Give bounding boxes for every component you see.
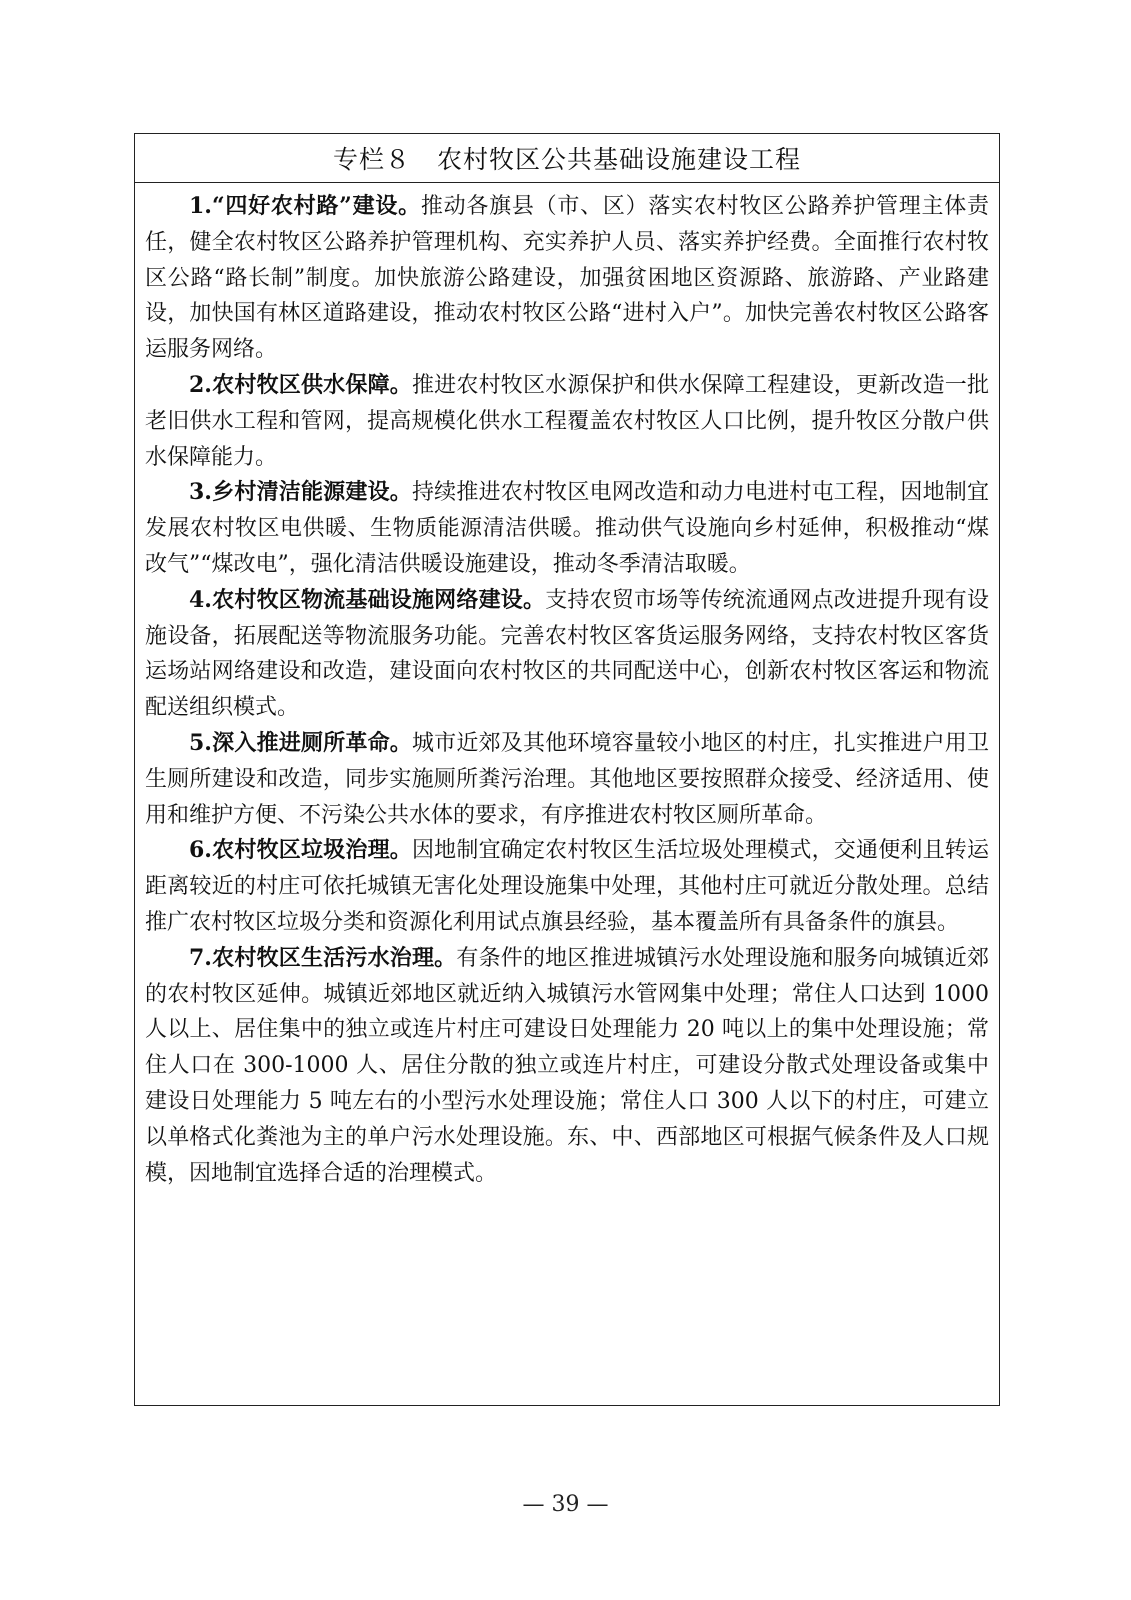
item-text: 城市近郊及其他环境容量较小地区的村庄，扎实推进户用卫生厕所建设和改造，同步实施厕所粪污治理。其他地区要按照群众接受、经济适用、使用和维护方便、不污染公共水体的要求，有序推进农村牧区厕所革命。 (145, 730, 989, 828)
item-text: 持续推进农村牧区电网改造和动力电进村屯工程，因地制宜发展农村牧区电供暖、生物质能源清洁供暖。推动供气设施向乡村延伸，积极推动“煤改气”“煤改电”，强化清洁供暖设施建设，推动冬季清洁取暖。 (145, 480, 989, 577)
item-paragraph (145, 583, 989, 726)
box-title: 专栏８ 农村牧区公共基础设施建设工程 (135, 134, 999, 183)
item-text: 有条件的地区推进城镇污水处理设施和服务向城镇近郊的农村牧区延伸。城镇近郊地区就近纳入城镇污水管网集中处理；常住人口达到 1000 人以上、居住集中的独立或连片村庄可建设日处理能力 20 吨以上的集中处理设施；常住人口在 300-1000 人、居住分散的独立或连片村庄，可建设分散式处理设备或集中建设日处理能力 5 吨左右的小型污水处理设施；常住人口 300 人以下的村庄，可建立以单格式化粪池为主的单户污水处理设施。东、中、西部地区可根据气候条件及人口规模，因地制宜选择合适的治理模式。 (145, 945, 989, 1186)
item-text: 因地制宜确定农村牧区生活垃圾处理模式，交通便利且转运距离较近的村庄可依托城镇无害化处理设施集中处理，其他村庄可就近分散处理。总结推广农村牧区垃圾分类和资源化利用试点旗县经验，基本覆盖所有具备条件的旗县。 (145, 838, 989, 935)
item-heading: 7.农村牧区生活污水治理。 (189, 944, 457, 971)
item-paragraph (145, 833, 989, 940)
item-text: 支持农贸市场等传统流通网点改进提升现有设施设备，拓展配送等物流服务功能。完善农村牧区客货运服务网络，支持农村牧区客货运场站网络建设和改造，建设面向农村牧区的共同配送中心，创新农村牧区客运和物流配送组织模式。 (145, 587, 989, 721)
project-box (134, 133, 1000, 1406)
page-number: — 39 — (522, 1492, 609, 1517)
item-text: 推动各旗县（市、区）落实农村牧区公路养护管理主体责任，健全农村牧区公路养护管理机构、充实养护人员、落实养护经费。全面推行农村牧区公路“路长制”制度。加快旅游公路建设，加强贫困地区资源路、旅游路、产业路建设，加快国有林区道路建设，推动农村牧区公路“进村入户”。加快完善农村牧区公路客运服务网络。 (145, 194, 989, 363)
item-paragraph (145, 726, 989, 833)
item-heading: 6.农村牧区垃圾治理。 (189, 837, 412, 864)
box-body (135, 183, 999, 1191)
item-heading: 5.深入推进厕所革命。 (189, 729, 412, 756)
item-paragraph (145, 941, 989, 1192)
item-heading: 4.农村牧区物流基础设施网络建设。 (189, 586, 546, 613)
item-heading: 1.“四好农村路”建设。 (189, 193, 421, 219)
item-paragraph (145, 368, 989, 475)
item-paragraph (145, 189, 989, 368)
item-text: 推进农村牧区水源保护和供水保障工程建设，更新改造一批老旧供水工程和管网，提高规模化供水工程覆盖农村牧区人口比例，提升牧区分散户供水保障能力。 (145, 372, 989, 470)
item-heading: 3.乡村清洁能源建设。 (189, 479, 412, 506)
item-heading: 2.农村牧区供水保障。 (189, 371, 412, 398)
item-paragraph (145, 475, 989, 582)
